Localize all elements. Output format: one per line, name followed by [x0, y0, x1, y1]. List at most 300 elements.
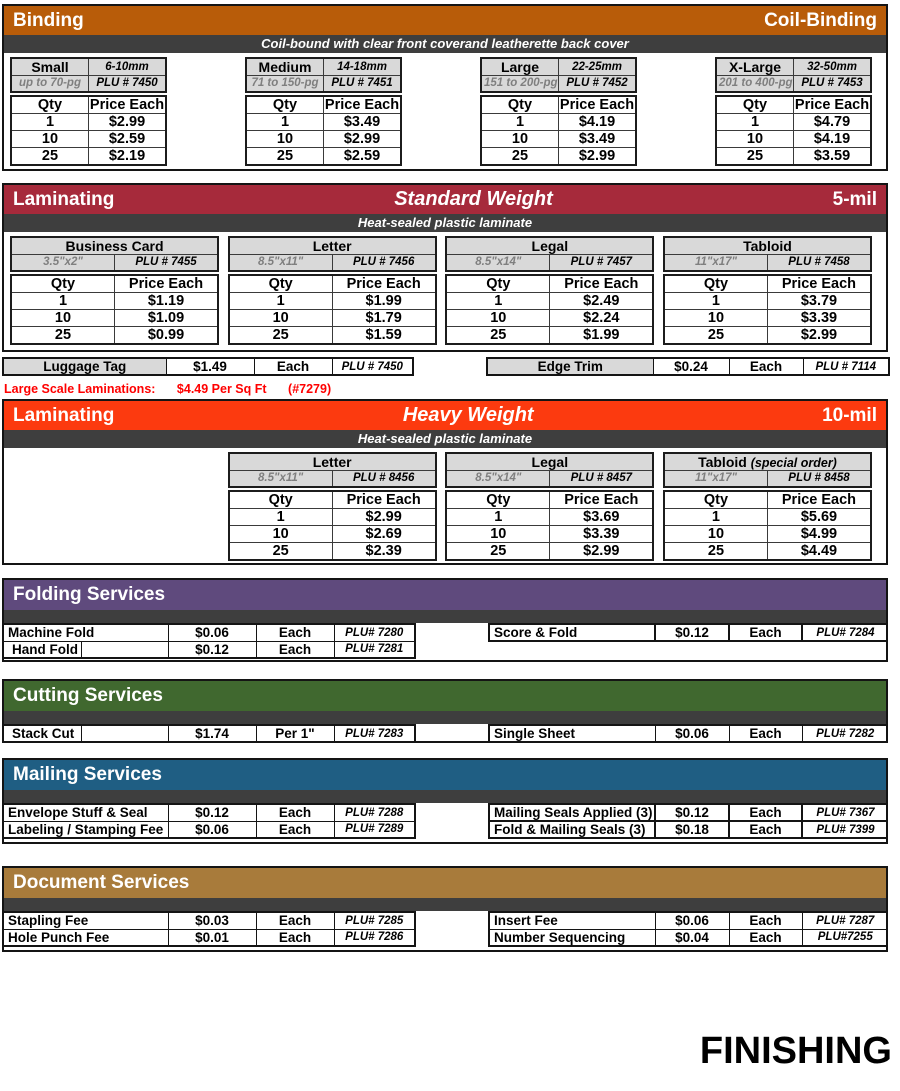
price-cell: $3.39 — [767, 309, 871, 326]
section-title: Cutting Services — [13, 685, 163, 706]
table-row — [11, 255, 218, 271]
price-cell: $3.79 — [767, 292, 871, 309]
qty-cell: 10 — [11, 130, 89, 147]
qty-cell: 10 — [664, 309, 768, 326]
table-row — [481, 58, 636, 76]
price-cell: $2.99 — [332, 508, 436, 525]
unit-cell: Per 1" — [256, 725, 334, 742]
table-row — [3, 929, 415, 946]
dark-band — [4, 790, 886, 803]
service-label-cell: Fold & Mailing Seals (3) — [489, 821, 655, 838]
binding-group-medium — [245, 57, 402, 166]
size-name-cell: Small — [11, 58, 89, 76]
unit-cell: Each — [729, 929, 802, 946]
price-cell: $4.99 — [767, 525, 871, 542]
table-row — [246, 130, 401, 147]
table-row — [446, 525, 653, 542]
qty-cell: 10 — [716, 130, 794, 147]
table-row — [446, 237, 653, 255]
service-label: Stack Cut — [12, 726, 75, 741]
table-header-row — [11, 275, 218, 293]
qty-cell: 1 — [246, 113, 324, 130]
table-row — [229, 542, 436, 560]
price-cell: $5.69 — [767, 508, 871, 525]
cutting-header-bar — [4, 681, 886, 711]
dimensions-cell: 8.5"x11" — [229, 255, 333, 271]
table-row — [229, 508, 436, 525]
dimensions-cell: 11"x17" — [664, 471, 768, 487]
item-label-cell: Luggage Tag — [3, 358, 166, 375]
price-table — [445, 490, 654, 561]
section-title: Document Services — [13, 872, 190, 893]
lamstd-group-legal — [445, 236, 654, 345]
price-header: Price Each — [324, 96, 400, 113]
table-row — [664, 237, 871, 255]
price-cell: $0.24 — [653, 358, 729, 375]
folding-rows — [4, 623, 886, 661]
price-cell: $0.12 — [168, 804, 256, 821]
section-right-title: 10-mil — [822, 404, 877, 426]
price-cell: $0.12 — [168, 641, 256, 658]
page-range-cell: up to 70-pg — [11, 76, 89, 92]
table-header-row — [716, 96, 871, 114]
price-table — [663, 490, 872, 561]
table-row — [664, 453, 871, 471]
qty-header: Qty — [229, 491, 333, 509]
table-row — [481, 147, 636, 165]
price-header: Price Each — [550, 491, 654, 509]
table-header-row — [246, 96, 401, 114]
note-price: $4.49 Per Sq Ft — [176, 382, 267, 396]
qty-cell: 25 — [246, 147, 324, 165]
binding-group-large — [480, 57, 637, 166]
table-row — [11, 309, 218, 326]
group-header-table — [715, 57, 872, 93]
price-table — [10, 95, 167, 166]
plu-cell: PLU # 7450 — [89, 76, 167, 92]
table-row — [446, 453, 653, 471]
unit-cell: Each — [256, 929, 334, 946]
price-table — [663, 274, 872, 345]
unit-cell: Each — [729, 358, 803, 375]
table-row — [246, 147, 401, 165]
plu-cell: PLU# 7399 — [802, 821, 888, 838]
price-table — [245, 95, 402, 166]
table-row — [664, 292, 871, 309]
price-table — [715, 95, 872, 166]
plu-cell: PLU# 7285 — [334, 912, 415, 929]
table-row — [3, 912, 415, 929]
table-row — [446, 542, 653, 560]
table-row — [3, 804, 415, 821]
price-table — [10, 274, 219, 345]
qty-cell: 1 — [716, 113, 794, 130]
table-row — [446, 508, 653, 525]
price-header: Price Each — [767, 275, 871, 293]
mailing-header-bar — [4, 760, 886, 790]
plu-cell: PLU # 7452 — [559, 76, 637, 92]
qty-cell: 1 — [11, 292, 115, 309]
table-row — [716, 147, 871, 165]
price-cell: $2.99 — [324, 130, 402, 147]
table-row — [229, 326, 436, 344]
size-range-cell: 22-25mm — [559, 58, 637, 76]
lamhvy-group-tabloid — [663, 452, 872, 561]
price-cell: $4.49 — [767, 542, 871, 560]
qty-cell: 1 — [664, 292, 768, 309]
price-cell: $2.59 — [89, 130, 167, 147]
plu-cell: PLU#7255 — [802, 929, 888, 946]
plu-cell: PLU # 7458 — [767, 255, 871, 271]
qty-cell: 25 — [664, 542, 768, 560]
size-name: Tabloid — [698, 454, 747, 470]
price-table — [480, 95, 637, 166]
plu-cell: PLU # 7450 — [332, 358, 413, 375]
table-header-row — [664, 491, 871, 509]
table-row — [446, 326, 653, 344]
mailing-rows — [4, 803, 886, 842]
qty-cell: 1 — [11, 113, 89, 130]
price-cell: $0.04 — [655, 929, 729, 946]
price-cell: $1.19 — [115, 292, 219, 309]
price-cell: $3.69 — [550, 508, 654, 525]
table-row — [11, 237, 218, 255]
table-row — [716, 130, 871, 147]
cell-divider — [81, 726, 163, 741]
split-label — [8, 642, 164, 658]
price-header: Price Each — [332, 491, 436, 509]
size-range-cell: 32-50mm — [794, 58, 872, 76]
laminating-standard-header-bar — [4, 185, 886, 214]
table-row — [446, 292, 653, 309]
laminating-standard-subtitle-band: Heat-sealed plastic laminate — [4, 214, 886, 232]
price-cell: $2.99 — [767, 326, 871, 344]
qty-cell: 25 — [11, 147, 89, 165]
document-header-bar — [4, 868, 886, 898]
plu-cell: PLU# 7288 — [334, 804, 415, 821]
table-row — [11, 292, 218, 309]
laminating-standard-groups — [4, 232, 886, 345]
table-row — [229, 453, 436, 471]
unit-cell: Each — [254, 358, 332, 375]
table-row — [489, 821, 888, 838]
folding-right-table — [488, 623, 888, 642]
plu-cell: PLU # 7453 — [794, 76, 872, 92]
table-row — [489, 912, 888, 929]
price-cell: $1.49 — [166, 358, 254, 375]
table-row — [446, 255, 653, 271]
unit-cell: Each — [729, 912, 802, 929]
table-row — [229, 471, 436, 487]
dark-band — [4, 610, 886, 623]
note-plu: (#7279) — [288, 382, 332, 396]
table-row — [481, 76, 636, 92]
price-cell: $0.12 — [655, 624, 729, 641]
table-row — [664, 542, 871, 560]
lamstd-group-business-card — [10, 236, 219, 345]
service-label-cell: Machine Fold — [3, 624, 168, 641]
size-name-cell: Medium — [246, 58, 324, 76]
size-name-suffix: (special order) — [750, 456, 837, 470]
page-title-finishing: FINISHING — [699, 1030, 892, 1072]
group-header-table — [10, 57, 167, 93]
qty-cell: 25 — [446, 542, 550, 560]
price-cell: $2.24 — [550, 309, 654, 326]
table-header-row — [481, 96, 636, 114]
mailing-left-table — [2, 803, 416, 839]
table-header-row — [229, 275, 436, 293]
price-header: Price Each — [767, 491, 871, 509]
price-cell: $1.59 — [332, 326, 436, 344]
price-cell: $0.06 — [168, 624, 256, 641]
mailing-right-table — [488, 803, 888, 839]
item-label-cell: Edge Trim — [487, 358, 653, 375]
service-label: Hand Fold — [12, 641, 78, 657]
dimensions-cell: 3.5"x2" — [11, 255, 115, 271]
section-right-title: Coil-Binding — [764, 9, 877, 31]
service-label-cell: Mailing Seals Applied (3) — [489, 804, 655, 821]
table-row — [716, 58, 871, 76]
section-center-title: Heavy Weight — [402, 404, 534, 426]
plu-cell: PLU# 7284 — [802, 624, 888, 641]
qty-cell: 10 — [481, 130, 559, 147]
table-header-row — [446, 491, 653, 509]
size-name-cell: X-Large — [716, 58, 794, 76]
table-row — [481, 130, 636, 147]
qty-cell: 1 — [229, 508, 333, 525]
luggage-tag-table — [2, 357, 414, 376]
laminating-heavy-header-bar — [4, 401, 886, 430]
plu-cell: PLU # 8456 — [332, 471, 436, 487]
cutting-left-table — [2, 724, 416, 743]
plu-cell: PLU# 7367 — [802, 804, 888, 821]
service-label-cell: Score & Fold — [489, 624, 655, 641]
table-row — [664, 508, 871, 525]
qty-cell: 25 — [11, 326, 115, 344]
qty-header: Qty — [664, 275, 768, 293]
group-header-table — [480, 57, 637, 93]
price-header: Price Each — [550, 275, 654, 293]
lamhvy-group-letter — [228, 452, 437, 561]
laminating-heavy-subtitle-band: Heat-sealed plastic laminate — [4, 430, 886, 448]
plu-cell: PLU# 7280 — [334, 624, 415, 641]
qty-header: Qty — [11, 96, 89, 114]
price-cell: $0.06 — [655, 912, 729, 929]
price-table — [445, 274, 654, 345]
table-row — [3, 358, 413, 375]
table-row — [229, 309, 436, 326]
service-label-cell — [3, 725, 168, 742]
table-row — [489, 929, 888, 946]
table-header-row — [229, 491, 436, 509]
price-header: Price Each — [794, 96, 870, 113]
service-label-cell — [3, 641, 168, 658]
price-cell: $2.69 — [332, 525, 436, 542]
qty-cell: 25 — [229, 326, 333, 344]
binding-header-bar — [4, 6, 886, 35]
table-row — [246, 113, 401, 130]
plu-cell: PLU # 7455 — [115, 255, 219, 271]
table-row — [3, 821, 415, 838]
document-left-table — [2, 911, 416, 947]
price-cell: $2.49 — [550, 292, 654, 309]
qty-cell: 25 — [664, 326, 768, 344]
price-cell: $2.99 — [550, 542, 654, 560]
qty-cell: 10 — [11, 309, 115, 326]
qty-cell: 10 — [229, 309, 333, 326]
qty-cell: 25 — [229, 542, 333, 560]
table-row — [446, 309, 653, 326]
price-cell: $0.12 — [655, 804, 729, 821]
group-header-table — [663, 452, 872, 488]
table-header-row — [664, 275, 871, 293]
unit-cell: Each — [256, 641, 334, 658]
lamhvy-empty-slot — [10, 452, 219, 561]
table-row — [11, 76, 166, 92]
dimensions-cell: 11"x17" — [664, 255, 768, 271]
plu-cell: PLU# 7286 — [334, 929, 415, 946]
cutting-services-section — [2, 679, 888, 743]
table-row — [489, 725, 888, 742]
section-title: Laminating — [13, 188, 115, 210]
qty-header: Qty — [664, 491, 768, 509]
plu-cell: PLU # 7451 — [324, 76, 402, 92]
table-row — [664, 309, 871, 326]
group-header-table — [663, 236, 872, 272]
unit-cell: Each — [729, 821, 802, 838]
price-cell: $2.19 — [89, 147, 167, 165]
table-row — [446, 471, 653, 487]
price-header: Price Each — [89, 96, 165, 113]
size-name-cell: Tabloid — [664, 237, 871, 255]
price-cell: $4.19 — [559, 113, 637, 130]
price-cell: $0.03 — [168, 912, 256, 929]
group-header-table — [445, 452, 654, 488]
qty-cell: 25 — [716, 147, 794, 165]
folding-header-bar — [4, 580, 886, 610]
table-row — [11, 113, 166, 130]
table-row — [664, 471, 871, 487]
table-row — [3, 725, 415, 742]
size-name-cell: Letter — [229, 453, 436, 471]
lamstd-group-letter — [228, 236, 437, 345]
table-row — [229, 525, 436, 542]
service-label-cell: Hole Punch Fee — [3, 929, 168, 946]
service-label-cell: Labeling / Stamping Fee — [3, 821, 168, 838]
price-cell: $2.39 — [332, 542, 436, 560]
document-services-section — [2, 866, 888, 952]
dimensions-cell: 8.5"x14" — [446, 471, 550, 487]
folding-services-section — [2, 578, 888, 662]
table-row — [489, 624, 888, 641]
qty-cell: 10 — [446, 309, 550, 326]
service-label-cell: Number Sequencing — [489, 929, 655, 946]
unit-cell: Each — [256, 912, 334, 929]
price-cell: $1.74 — [168, 725, 256, 742]
binding-groups — [4, 53, 886, 166]
plu-cell: PLU# 7282 — [802, 725, 888, 742]
qty-cell: 10 — [446, 525, 550, 542]
price-header: Price Each — [332, 275, 436, 293]
table-row — [11, 58, 166, 76]
plu-cell: PLU# 7287 — [802, 912, 888, 929]
qty-cell: 1 — [481, 113, 559, 130]
unit-cell: Each — [256, 804, 334, 821]
document-right-table — [488, 911, 888, 947]
table-header-row — [11, 96, 166, 114]
group-header-table — [245, 57, 402, 93]
cell-divider — [81, 642, 163, 658]
qty-cell: 1 — [229, 292, 333, 309]
size-name-cell: Legal — [446, 237, 653, 255]
price-cell: $0.18 — [655, 821, 729, 838]
price-cell: $2.99 — [89, 113, 167, 130]
table-row — [716, 113, 871, 130]
lamhvy-group-legal — [445, 452, 654, 561]
plu-cell: PLU # 8458 — [767, 471, 871, 487]
cutting-rows — [4, 724, 886, 743]
dimensions-cell: 8.5"x14" — [446, 255, 550, 271]
page-range-cell: 151 to 200-pg — [481, 76, 559, 92]
size-range-cell: 14-18mm — [324, 58, 402, 76]
folding-left-table — [2, 623, 416, 659]
table-row — [229, 292, 436, 309]
price-cell: $3.49 — [559, 130, 637, 147]
table-row — [229, 237, 436, 255]
price-header: Price Each — [115, 275, 219, 293]
qty-cell: 25 — [481, 147, 559, 165]
qty-header: Qty — [246, 96, 324, 114]
qty-header: Qty — [716, 96, 794, 114]
qty-cell: 1 — [664, 508, 768, 525]
qty-cell: 10 — [664, 525, 768, 542]
price-table — [228, 274, 437, 345]
table-row — [487, 358, 889, 375]
price-cell: $3.49 — [324, 113, 402, 130]
service-label-cell: Stapling Fee — [3, 912, 168, 929]
price-header: Price Each — [559, 96, 635, 113]
dark-band — [4, 711, 886, 724]
price-cell: $4.19 — [794, 130, 872, 147]
qty-cell: 1 — [446, 292, 550, 309]
price-cell: $0.06 — [168, 821, 256, 838]
plu-cell: PLU# 7281 — [334, 641, 415, 658]
table-header-row — [446, 275, 653, 293]
group-header-table — [228, 236, 437, 272]
price-cell: $4.79 — [794, 113, 872, 130]
table-row — [229, 255, 436, 271]
qty-header: Qty — [446, 275, 550, 293]
table-row — [11, 326, 218, 344]
section-title: Binding — [13, 9, 84, 31]
laminating-standard-section — [2, 183, 888, 352]
group-header-table — [228, 452, 437, 488]
dimensions-cell: 8.5"x11" — [229, 471, 333, 487]
laminating-heavy-section — [2, 399, 888, 565]
price-table — [228, 490, 437, 561]
table-row — [246, 58, 401, 76]
laminating-heavy-groups — [4, 448, 886, 561]
table-row — [11, 147, 166, 165]
plu-cell: PLU# 7283 — [334, 725, 415, 742]
size-name-cell: Letter — [229, 237, 436, 255]
large-scale-laminations-note — [4, 382, 349, 396]
price-cell: $1.99 — [550, 326, 654, 344]
page-range-cell: 201 to 400-pg — [716, 76, 794, 92]
qty-cell: 10 — [229, 525, 333, 542]
section-title: Mailing Services — [13, 764, 162, 785]
service-label-cell: Insert Fee — [489, 912, 655, 929]
